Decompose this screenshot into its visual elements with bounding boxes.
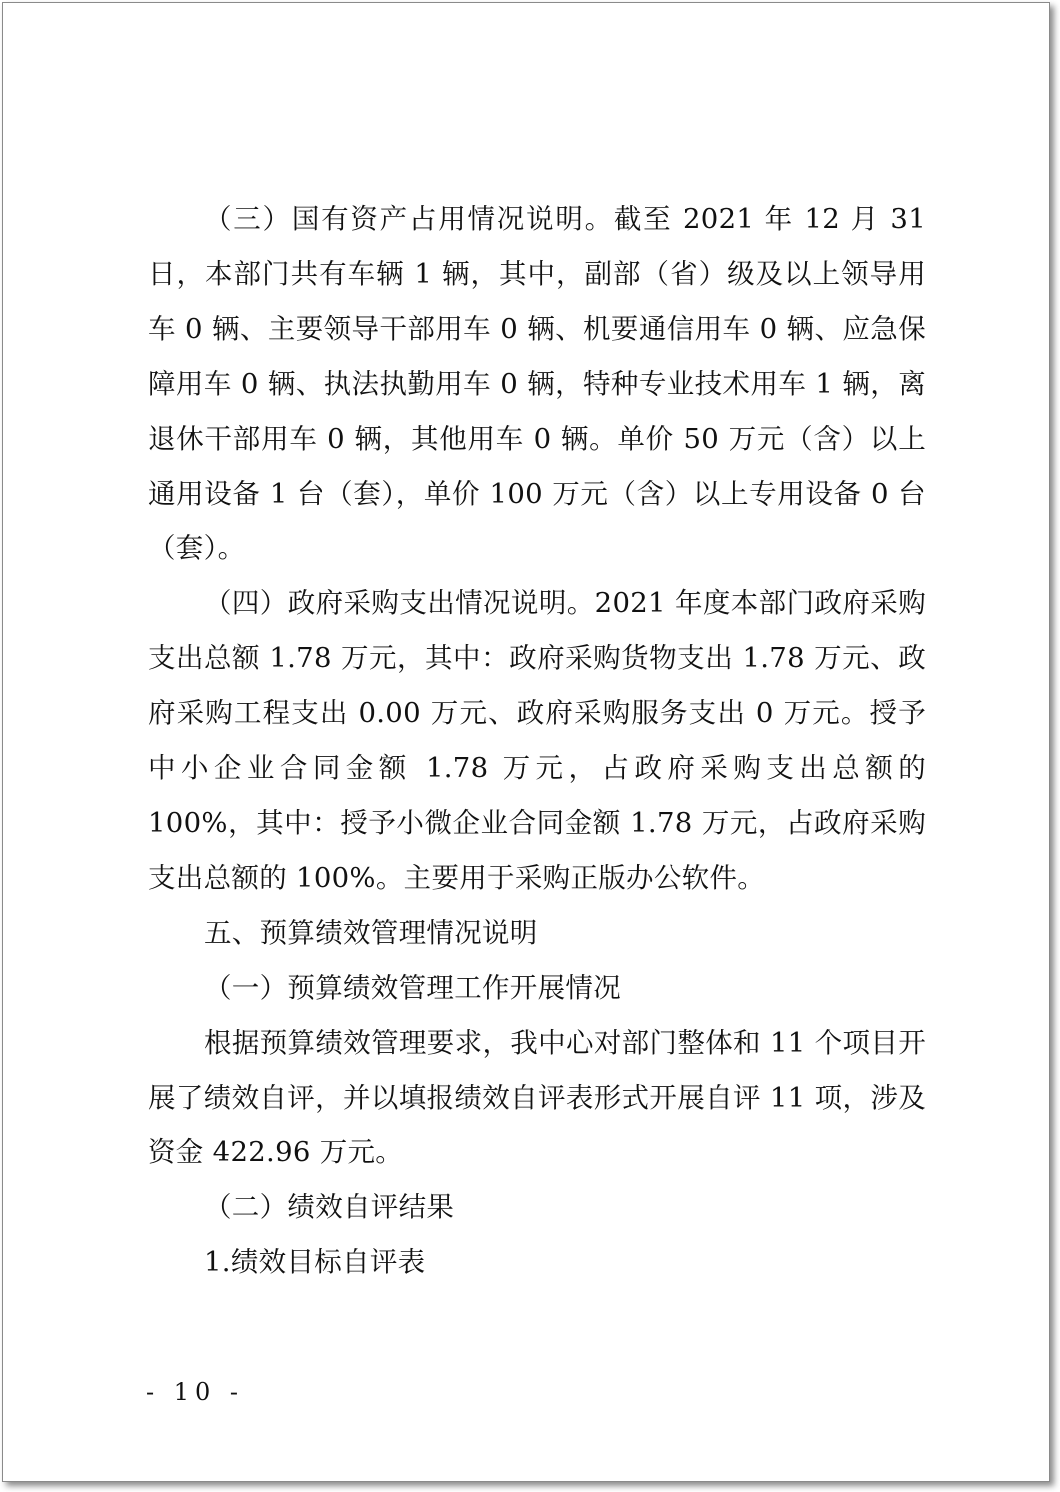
paragraph-government-procurement: （四）政府采购支出情况说明。2021 年度本部门政府采购支出总额 1.78 万元，其中：政府采购货物支出 1.78 万元、政府采购工程支出 0.00 万元、政府采购服务支出 0 万元。授予中小企业合同金额 1.78 万元，占政府采购支出总额的 100%，其中：授予小微企业合同金额 1.78 万元，占政府采购支出总额的 100%。主要用于采购正版办公软件。 (148, 587, 926, 894)
paragraph-state-assets: （三）国有资产占用情况说明。截至 2021 年 12 月 31 日，本部门共有车辆 1 辆，其中，副部（省）级及以上领导用车 0 辆、主要领导干部用车 0 辆、机要通信用车 0 辆、应急保障用车 0 辆、执法执勤用车 0 辆，特种专业技术用车 1 辆，离退休干部用车 0 辆，其他用车 0 辆。单价 50 万元（含）以上通用设备 1 台（套），单价 100 万元（含）以上专用设备 0 台（套）。 (148, 203, 926, 565)
paragraph-self-evaluation: 根据预算绩效管理要求，我中心对部门整体和 11 个项目开展了绩效自评，并以填报绩效自评表形式开展自评 11 项，涉及资金 422.96 万元。 (148, 1026, 926, 1169)
item-heading-self-evaluation-table: 1.绩效目标自评表 (204, 1246, 426, 1279)
subsection-heading-evaluation-results: （二）绩效自评结果 (204, 1191, 455, 1224)
subsection-heading-work-progress: （一）预算绩效管理工作开展情况 (204, 971, 621, 1004)
document-body (148, 192, 926, 1290)
section-heading-performance-management: 五、预算绩效管理情况说明 (204, 916, 538, 949)
page-number: - 10 - (146, 1378, 245, 1406)
